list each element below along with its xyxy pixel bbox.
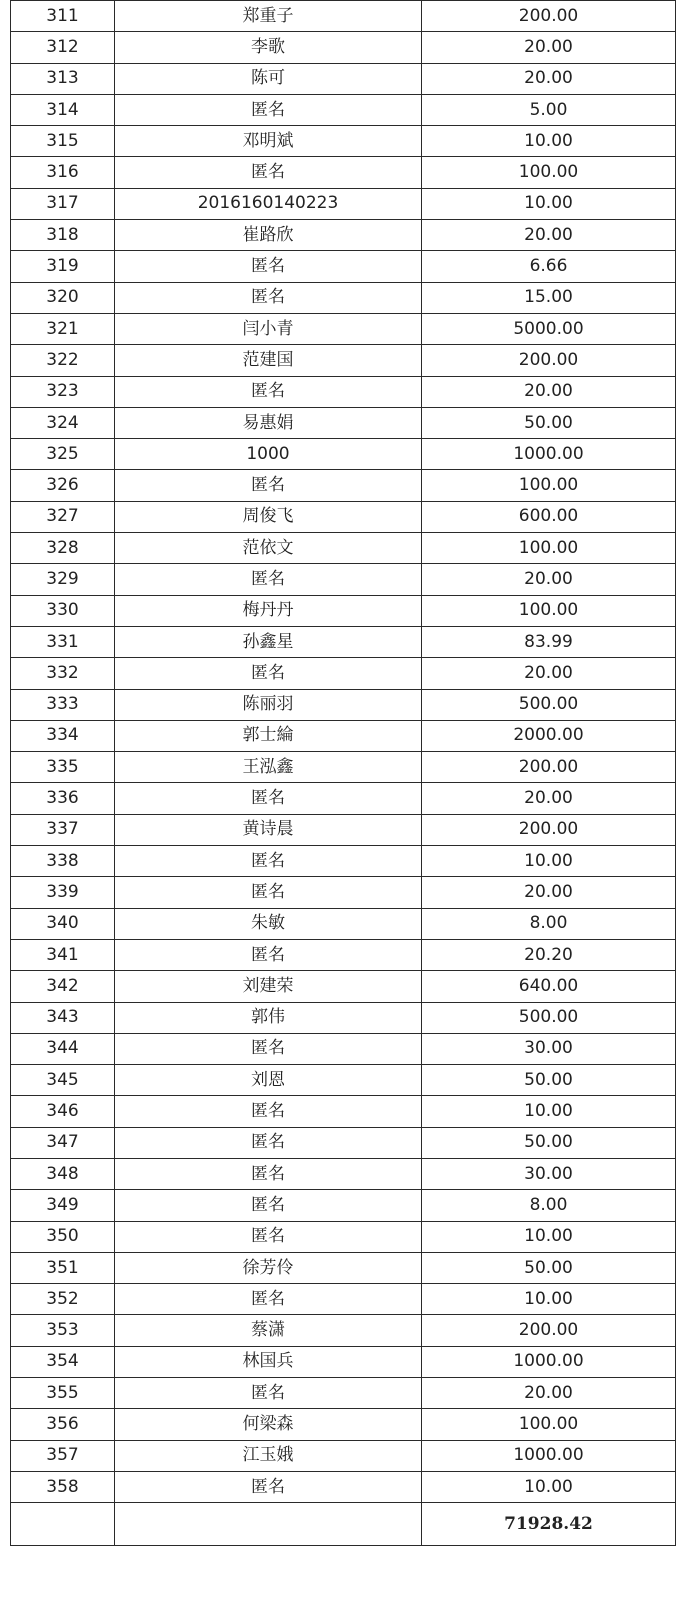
row-number-cell: 329 (11, 564, 115, 595)
table-row (11, 658, 676, 689)
donation-amount-cell: 1000.00 (422, 1440, 676, 1471)
row-number-cell: 352 (11, 1284, 115, 1315)
donation-amount-cell: 50.00 (422, 1127, 676, 1158)
donor-name-cell: 郭伟 (115, 1002, 422, 1033)
donation-amount-cell: 50.00 (422, 1252, 676, 1283)
table-row (11, 439, 676, 470)
donor-name-cell: 匿名 (115, 1096, 422, 1127)
donor-name-cell: 匿名 (115, 939, 422, 970)
donor-name-cell: 匿名 (115, 1190, 422, 1221)
donor-name-cell: 匿名 (115, 877, 422, 908)
donation-amount-cell: 5.00 (422, 94, 676, 125)
row-number-cell: 348 (11, 1158, 115, 1189)
donor-name-cell: 刘恩 (115, 1065, 422, 1096)
donation-amount-cell: 8.00 (422, 1190, 676, 1221)
donor-name-cell: 2016160140223 (115, 188, 422, 219)
row-number-cell: 355 (11, 1378, 115, 1409)
table-row (11, 720, 676, 751)
donation-list-sheet (10, 0, 675, 1546)
donation-amount-cell: 1000.00 (422, 439, 676, 470)
row-number-cell: 343 (11, 1002, 115, 1033)
donation-amount-cell: 100.00 (422, 470, 676, 501)
table-row (11, 1440, 676, 1471)
donor-name-cell: 范依文 (115, 533, 422, 564)
total-number-cell (11, 1503, 115, 1546)
donation-amount-cell: 100.00 (422, 533, 676, 564)
row-number-cell: 315 (11, 126, 115, 157)
table-row (11, 1315, 676, 1346)
table-row (11, 32, 676, 63)
donor-name-cell: 江玉娥 (115, 1440, 422, 1471)
donor-name-cell: 1000 (115, 439, 422, 470)
row-number-cell: 327 (11, 501, 115, 532)
table-row (11, 157, 676, 188)
donor-name-cell: 匿名 (115, 251, 422, 282)
row-number-cell: 357 (11, 1440, 115, 1471)
donation-amount-cell: 8.00 (422, 908, 676, 939)
donor-name-cell: 李歌 (115, 32, 422, 63)
donation-amount-cell: 5000.00 (422, 313, 676, 344)
donation-amount-cell: 20.00 (422, 783, 676, 814)
donation-amount-cell: 10.00 (422, 1471, 676, 1502)
donation-amount-cell: 20.00 (422, 32, 676, 63)
table-row (11, 94, 676, 125)
donor-name-cell: 匿名 (115, 1158, 422, 1189)
row-number-cell: 332 (11, 658, 115, 689)
table-row (11, 345, 676, 376)
donor-name-cell: 陈丽羽 (115, 689, 422, 720)
table-row (11, 1378, 676, 1409)
row-number-cell: 349 (11, 1190, 115, 1221)
donation-amount-cell: 100.00 (422, 1409, 676, 1440)
donor-name-cell: 林国兵 (115, 1346, 422, 1377)
donation-amount-cell: 30.00 (422, 1033, 676, 1064)
donation-amount-cell: 50.00 (422, 1065, 676, 1096)
row-number-cell: 356 (11, 1409, 115, 1440)
row-number-cell: 335 (11, 752, 115, 783)
row-number-cell: 319 (11, 251, 115, 282)
row-number-cell: 358 (11, 1471, 115, 1502)
donor-name-cell: 匿名 (115, 1127, 422, 1158)
donation-amount-cell: 83.99 (422, 626, 676, 657)
row-number-cell: 339 (11, 877, 115, 908)
donor-name-cell: 匿名 (115, 376, 422, 407)
row-number-cell: 311 (11, 1, 115, 32)
donation-amount-cell: 6.66 (422, 251, 676, 282)
donor-name-cell: 陈可 (115, 63, 422, 94)
donation-amount-cell: 100.00 (422, 157, 676, 188)
donor-name-cell: 匿名 (115, 1471, 422, 1502)
donation-amount-cell: 10.00 (422, 188, 676, 219)
donor-name-cell: 闫小青 (115, 313, 422, 344)
donor-name-cell: 易惠娟 (115, 407, 422, 438)
table-row (11, 1, 676, 32)
row-number-cell: 312 (11, 32, 115, 63)
table-row (11, 1002, 676, 1033)
table-row (11, 188, 676, 219)
table-row (11, 1127, 676, 1158)
donor-name-cell: 范建国 (115, 345, 422, 376)
donation-amount-cell: 10.00 (422, 1284, 676, 1315)
donation-amount-cell: 10.00 (422, 126, 676, 157)
table-row (11, 971, 676, 1002)
donor-name-cell: 王泓鑫 (115, 752, 422, 783)
table-row (11, 533, 676, 564)
row-number-cell: 330 (11, 595, 115, 626)
table-row (11, 282, 676, 313)
donor-name-cell: 黄诗晨 (115, 814, 422, 845)
donor-name-cell: 邓明斌 (115, 126, 422, 157)
row-number-cell: 326 (11, 470, 115, 501)
row-number-cell: 354 (11, 1346, 115, 1377)
donor-name-cell: 匿名 (115, 1221, 422, 1252)
table-row (11, 1346, 676, 1377)
row-number-cell: 325 (11, 439, 115, 470)
donation-amount-cell: 20.00 (422, 877, 676, 908)
donation-amount-cell: 200.00 (422, 752, 676, 783)
table-row (11, 470, 676, 501)
donor-name-cell: 刘建荣 (115, 971, 422, 1002)
row-number-cell: 333 (11, 689, 115, 720)
table-row (11, 63, 676, 94)
table-row (11, 1221, 676, 1252)
table-row (11, 1409, 676, 1440)
donation-amount-cell: 20.00 (422, 220, 676, 251)
row-number-cell: 331 (11, 626, 115, 657)
total-row (11, 1503, 676, 1546)
donation-amount-cell: 50.00 (422, 407, 676, 438)
row-number-cell: 350 (11, 1221, 115, 1252)
row-number-cell: 317 (11, 188, 115, 219)
row-number-cell: 342 (11, 971, 115, 1002)
donation-amount-cell: 200.00 (422, 1, 676, 32)
table-row (11, 814, 676, 845)
donor-name-cell: 梅丹丹 (115, 595, 422, 626)
row-number-cell: 324 (11, 407, 115, 438)
donor-name-cell: 何梁森 (115, 1409, 422, 1440)
total-amount-cell: 71928.42 (422, 1503, 676, 1546)
row-number-cell: 340 (11, 908, 115, 939)
table-row (11, 313, 676, 344)
donor-name-cell: 匿名 (115, 282, 422, 313)
donor-name-cell: 匿名 (115, 846, 422, 877)
donor-name-cell: 蔡潇 (115, 1315, 422, 1346)
donation-amount-cell: 20.00 (422, 1378, 676, 1409)
donation-amount-cell: 500.00 (422, 1002, 676, 1033)
table-row (11, 407, 676, 438)
table-row (11, 939, 676, 970)
table-row (11, 908, 676, 939)
donation-amount-cell: 20.00 (422, 63, 676, 94)
table-row (11, 1190, 676, 1221)
table-row (11, 501, 676, 532)
row-number-cell: 318 (11, 220, 115, 251)
donation-table-body (11, 1, 676, 1503)
donor-name-cell: 郑重子 (115, 1, 422, 32)
row-number-cell: 347 (11, 1127, 115, 1158)
row-number-cell: 338 (11, 846, 115, 877)
table-row (11, 251, 676, 282)
row-number-cell: 345 (11, 1065, 115, 1096)
table-row (11, 564, 676, 595)
donation-amount-cell: 20.00 (422, 376, 676, 407)
total-name-cell (115, 1503, 422, 1546)
table-row (11, 1158, 676, 1189)
donation-amount-cell: 15.00 (422, 282, 676, 313)
table-row (11, 1252, 676, 1283)
row-number-cell: 337 (11, 814, 115, 845)
table-row (11, 1284, 676, 1315)
row-number-cell: 351 (11, 1252, 115, 1283)
donation-amount-cell: 10.00 (422, 1096, 676, 1127)
donation-amount-cell: 640.00 (422, 971, 676, 1002)
donor-name-cell: 匿名 (115, 783, 422, 814)
donation-amount-cell: 600.00 (422, 501, 676, 532)
table-row (11, 1471, 676, 1502)
table-row (11, 783, 676, 814)
row-number-cell: 341 (11, 939, 115, 970)
table-row (11, 126, 676, 157)
table-row (11, 1033, 676, 1064)
row-number-cell: 313 (11, 63, 115, 94)
donor-name-cell: 匿名 (115, 658, 422, 689)
donor-name-cell: 匿名 (115, 1033, 422, 1064)
row-number-cell: 320 (11, 282, 115, 313)
table-row (11, 626, 676, 657)
row-number-cell: 353 (11, 1315, 115, 1346)
donor-name-cell: 郭士綸 (115, 720, 422, 751)
donor-name-cell: 周俊飞 (115, 501, 422, 532)
donor-name-cell: 徐芳伶 (115, 1252, 422, 1283)
donor-name-cell: 匿名 (115, 1284, 422, 1315)
donor-name-cell: 匿名 (115, 470, 422, 501)
donation-table (10, 0, 676, 1546)
table-row (11, 1065, 676, 1096)
donor-name-cell: 匿名 (115, 1378, 422, 1409)
row-number-cell: 314 (11, 94, 115, 125)
donor-name-cell: 崔路欣 (115, 220, 422, 251)
row-number-cell: 344 (11, 1033, 115, 1064)
table-row (11, 877, 676, 908)
donor-name-cell: 匿名 (115, 94, 422, 125)
donation-amount-cell: 200.00 (422, 814, 676, 845)
row-number-cell: 336 (11, 783, 115, 814)
donor-name-cell: 匿名 (115, 157, 422, 188)
donation-amount-cell: 2000.00 (422, 720, 676, 751)
donation-amount-cell: 200.00 (422, 345, 676, 376)
donation-amount-cell: 100.00 (422, 595, 676, 626)
row-number-cell: 321 (11, 313, 115, 344)
table-row (11, 752, 676, 783)
table-row (11, 595, 676, 626)
donation-amount-cell: 20.20 (422, 939, 676, 970)
table-row (11, 220, 676, 251)
donation-amount-cell: 20.00 (422, 564, 676, 595)
donor-name-cell: 孙鑫星 (115, 626, 422, 657)
donor-name-cell: 朱敏 (115, 908, 422, 939)
row-number-cell: 328 (11, 533, 115, 564)
donation-amount-cell: 10.00 (422, 1221, 676, 1252)
donation-amount-cell: 20.00 (422, 658, 676, 689)
donation-amount-cell: 200.00 (422, 1315, 676, 1346)
donation-amount-cell: 1000.00 (422, 1346, 676, 1377)
row-number-cell: 316 (11, 157, 115, 188)
donation-amount-cell: 500.00 (422, 689, 676, 720)
row-number-cell: 346 (11, 1096, 115, 1127)
donor-name-cell: 匿名 (115, 564, 422, 595)
table-row (11, 846, 676, 877)
table-row (11, 376, 676, 407)
table-row (11, 1096, 676, 1127)
table-row (11, 689, 676, 720)
row-number-cell: 322 (11, 345, 115, 376)
donation-amount-cell: 10.00 (422, 846, 676, 877)
row-number-cell: 323 (11, 376, 115, 407)
donation-amount-cell: 30.00 (422, 1158, 676, 1189)
row-number-cell: 334 (11, 720, 115, 751)
